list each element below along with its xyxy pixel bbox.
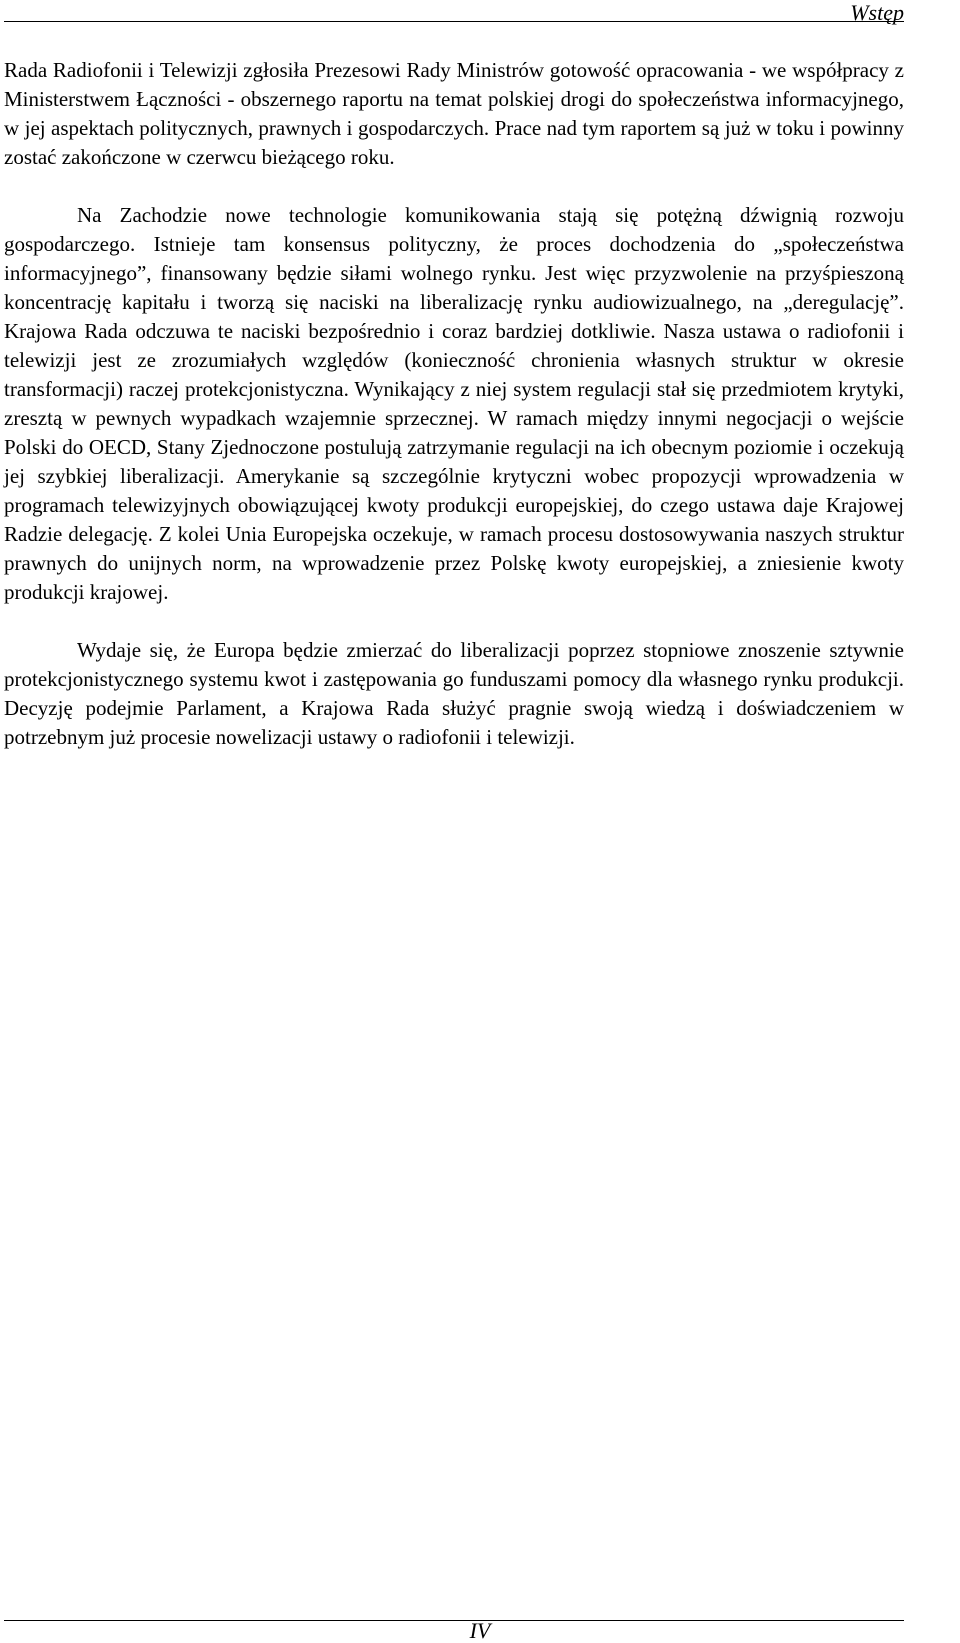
page-number: IV [469, 1618, 491, 1643]
running-header-title: Wstęp [850, 0, 904, 25]
paragraph-1: Rada Radiofonii i Telewizji zgłosiła Prezesowi Rady Ministrów gotowość opracowania - we współpracy z Ministerstwem Łączności - obszernego raportu na temat polskiej drogi do społeczeństwa informacyjnego, w jej aspektach politycznych, prawnych i gospodarczych. Prace nad tym raportem są już w toku i powinny zostać zakończone w czerwcu bieżącego roku. [4, 58, 904, 169]
paragraph-3: Wydaje się, że Europa będzie zmierzać do liberalizacji poprzez stopniowe znoszenie sztywnie protekcjonistycznego systemu kwot i zastępowania go funduszami pomocy dla własnego rynku produkcji. Decyzję podejmie Parlament, a Krajowa Rada służyć pragnie swoją wiedzą i doświadczeniem w potrzebnym już procesie nowelizacji ustawy o radiofonii i telewizji. [4, 638, 904, 749]
document-body [4, 56, 904, 752]
header-rule [4, 21, 904, 22]
paragraph-2: Na Zachodzie nowe technologie komunikowania stają się potężną dźwignią rozwoju gospodarczego. Istnieje tam konsensus polityczny, że proces dochodzenia do „społeczeństwa informacyjnego”, finansowany będzie siłami wolnego rynku. Jest więc przyzwolenie na przyśpieszoną koncentrację kapitału i tworzą się naciski na liberalizację rynku audiowizualnego, na „deregulację”. Krajowa Rada odczuwa te naciski bezpośrednio i coraz bardziej dotkliwie. Nasza ustawa o radiofonii i telewizji jest ze zrozumiałych względów (konieczność chronienia własnych struktur w okresie transformacji) raczej protekcjonistyczna. Wynikający z niej system regulacji stał się przedmiotem krytyki, zresztą w pewnych wypadkach wzajemnie sprzecznej. W ramach między innymi negocjacji o wejście Polski do OECD, Stany Zjednoczone postulują zatrzymanie regulacji na ich obecnym poziomie i oczekują jej szybkiej liberalizacji. Amerykanie są szczególnie krytyczni wobec propozycji wprowadzenia w programach telewizyjnych obowiązującej kwoty produkcji europejskiej, do czego ustawa daje Krajowej Radzie delegację. Z kolei Unia Europejska oczekuje, w ramach procesu dostosowywania naszych struktur prawnych do unijnych norm, na wprowadzenie przez Polskę kwoty europejskiej, a zniesienie kwoty produkcji krajowej. [4, 203, 904, 604]
